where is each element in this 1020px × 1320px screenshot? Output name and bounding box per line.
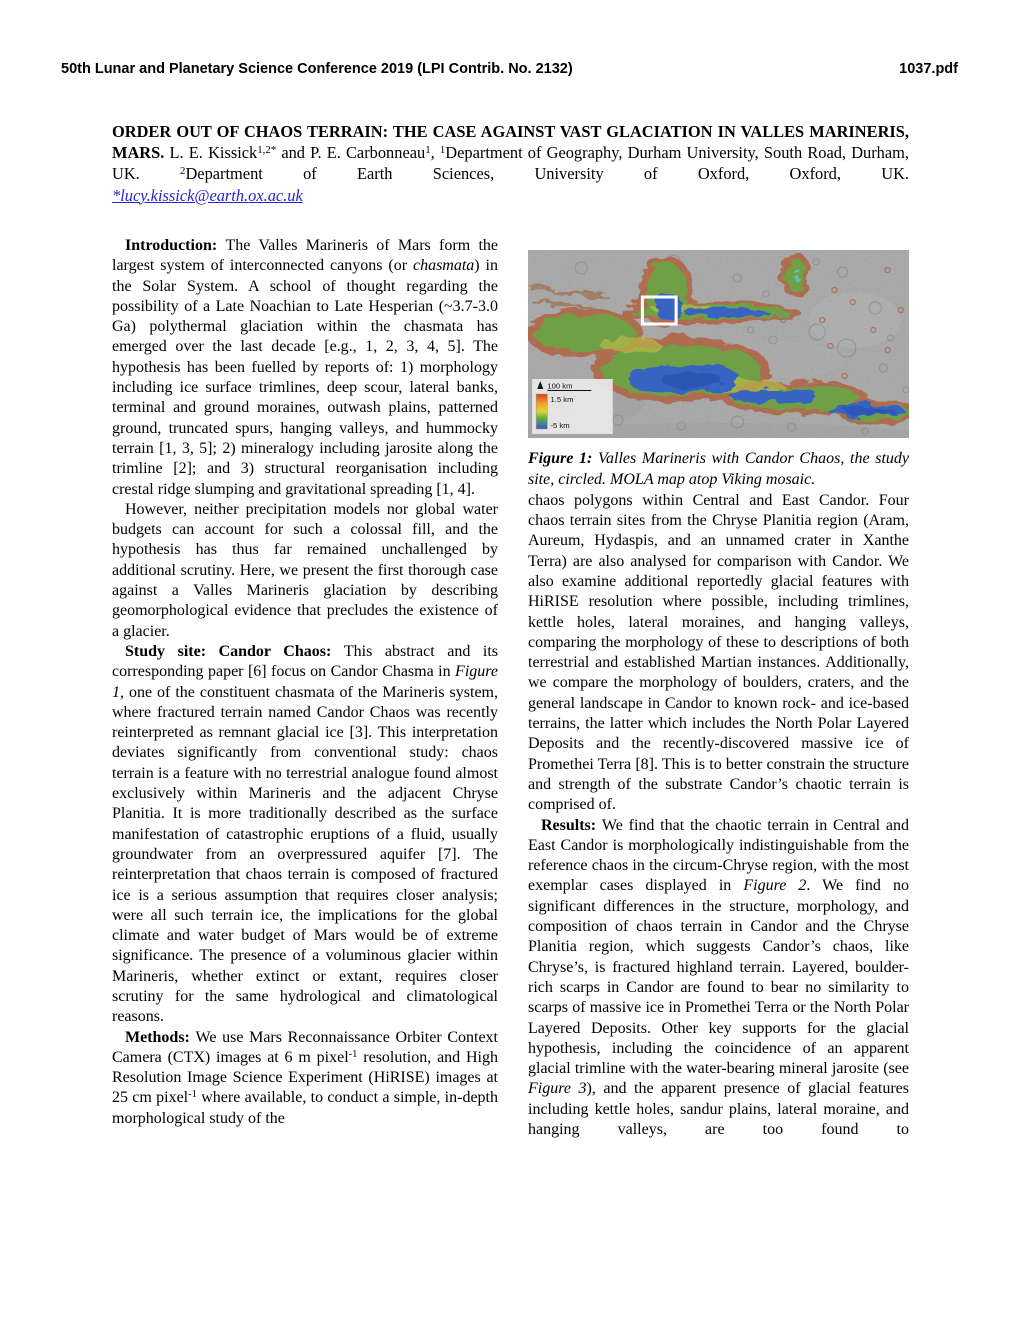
email-line	[112, 185, 909, 206]
two-column-body	[112, 236, 909, 1140]
paragraph-introduction	[112, 236, 498, 500]
text-run: Methods:	[125, 1028, 196, 1046]
text-run: However, neither precipitation models nor global water budgets can account for such a colossal fill, and the hypothesis has thus far remained unchallenged by additional scrutiny. Here, we present the first thorough case against a Valles Marineris glaciation by describing geomorphological evidence that precludes the existence of a glacier.	[112, 500, 498, 640]
text-run: Department of Geography, Durham University, South Road, Durham, UK.	[112, 143, 909, 184]
text-run: Valles Marineris with Candor Chaos, the study site, circled. MOLA map atop Viking mosaic.	[528, 450, 909, 489]
text-run: The Valles Marineris of Mars form the largest system of interconnected canyons (or	[112, 237, 498, 275]
text-run: Study site: Candor Chaos:	[125, 642, 344, 660]
pdf-filename: 1037.pdf	[899, 61, 958, 77]
email-link[interactable]: *lucy.kissick@earth.ox.ac.uk	[112, 185, 303, 205]
text-run: L. E. Kissick	[164, 143, 258, 163]
text-run: Figure 1	[112, 663, 498, 701]
text-run: Figure 2	[743, 877, 807, 895]
text-run: 1,2*	[257, 143, 277, 156]
text-run: Introduction:	[125, 237, 226, 254]
text-run: Department of Earth Sciences, University of Oxford, Oxford, UK.	[185, 164, 910, 184]
paragraph-continuation	[528, 491, 909, 816]
text-run: This abstract and its corresponding paper [6] focus on Candor Chasma in	[112, 642, 498, 681]
conference-header: 50th Lunar and Planetary Science Conference 2019 (LPI Contrib. No. 2132)	[61, 61, 573, 77]
text-run: Figure 3	[528, 1080, 587, 1098]
text-run: ,	[430, 143, 440, 163]
text-run: We use Mars Reconnaissance Orbiter Context Camera (CTX) images at 6 m pixel	[112, 1028, 498, 1066]
elevation-max-label: 1.5 km	[550, 395, 574, 404]
paragraph-methods	[112, 1028, 498, 1129]
figure-1	[528, 250, 909, 438]
figure-caption	[528, 448, 909, 491]
map-legend	[532, 379, 613, 434]
figure-1-map	[528, 250, 909, 438]
text-run: Results:	[541, 816, 602, 834]
text-run: We find that the chaotic terrain in Central and East Candor is morphologically indistinguishable from the reference chaos in the circum-Chryse region, with the most exemplar cases displayed in	[528, 816, 910, 895]
left-column	[112, 236, 498, 1140]
page-header	[61, 61, 958, 77]
paragraph-results	[528, 816, 909, 1141]
text-run: chaos polygons within Central and East Candor. Four chaos terrain sites from the Chryse Planitia region (Aram, Aureum, Hydaspis, and an unnamed crater in Xanthe Terra) are also analysed for comparison with Candor. We also examine additional reportedly glacial features with HiRISE resolution where possible, including trimlines, kettle holes, lateral moraines, and hanging valleys, comparing the morphology of these to descriptions of both terrestrial and established Martian instances. Additionally, we compare the morphology of boulders, craters, and the general landscape in Candor to known rock- and ice-based terrains, the latter which includes the North Polar Layered Deposits and the recently-discovered massive ice of Promethei Terra [8]. This is to better constrain the structure and strength of the substrate Candor’s chaotic terrain is comprised of.	[528, 491, 909, 814]
text-run: and P. E. Carbonneau	[276, 143, 426, 163]
right-column	[528, 236, 909, 1140]
text-run: chasmata	[412, 257, 475, 275]
scale-bar-label: 100 km	[547, 381, 573, 391]
text-run: 1	[425, 143, 431, 156]
text-run: ORDER OUT OF CHAOS TERRAIN: THE CASE AGAINST VAST GLACIATION IN VALLES MARINERIS, MARS.	[112, 122, 909, 163]
paragraph-study-site	[112, 642, 498, 1028]
paragraph-however	[112, 500, 498, 642]
paper-title-and-authors	[112, 121, 909, 185]
title-block	[112, 121, 909, 206]
text-run: 1	[439, 143, 446, 156]
text-run: -1	[188, 1089, 197, 1101]
text-run: ), and the apparent presence of glacial features including kettle holes, sandur plains, lateral moraine, and hanging valleys, are too found to	[528, 1080, 910, 1139]
text-run: , one of the constituent chasmata of the Marineris system, where fractured terrain named Candor Chaos was recently reinterpreted as remnant glacial ice [3]. This interpretation deviates significantly from conventional study: chaos terrain is a feature with no terrestrial analogue found almost exclusively within Marineris and the adjacent Chryse Planitia. It is more traditionally described as the surface manifestation of catastrophic eruptions of a fluid, usually groundwater from an overpressured aquifer [7]. The reinterpretation that chaos terrain is composed of fractured ice is a serious assumption that requires closer analysis; were all such terrain ice, the implications for the global climate and water budget of Mars would be of extreme significance. The presence of a voluminous glacier within Marineris, whether extinct or extant, requires closer scrutiny for the same hydrological and climatological reasons.	[112, 683, 498, 1026]
text-run: where available, to conduct a simple, in-depth morphological study of the	[112, 1089, 498, 1127]
text-run: 2	[180, 165, 186, 177]
text-run: -1	[348, 1048, 358, 1060]
text-run: . We find no significant differences in the structure, morphology, and composition of chaos terrain in Candor and the Chryse Planitia region, which suggests Candor’s chaos, like Chryse’s, is fractured highland terrain. Layered, boulder-rich scarps in Candor are found to bear no similarity to scarps of massive ice in Promethei Terra or the North Polar Layered Deposits. Other key supports for the glacial hypothesis, including the coincidence of an apparent glacial trimline with the water-bearing mineral jarosite (see	[528, 877, 910, 1078]
text-run: resolution, and High Resolution Image Science Experiment (HiRISE) images at 25 cm pixel	[112, 1048, 498, 1107]
text-run: ) in the Solar System. A school of thought regarding the possibility of a Late Noachian to Late Hesperian (~3.7-3.0 Ga) polythermal glaciation within the chasmata has emerged over the last decade [e.g., 1, 2, 3, 4, 5]. The hypothesis has been fuelled by reports of: 1) morphology including ice surface trimlines, deep scour, lateral banks, terminal and ground moraines, outwash plains, patterned ground, truncated spurs, hanging valleys, and hummocky terrain [1, 3, 5]; 2) mineralogy including jarosite along the trimline [2]; and 3) structural reorganisation including crestal ridge slumping and gravitational spreading [1, 4].	[112, 257, 498, 498]
text-run: Figure 1:	[528, 450, 599, 467]
elevation-min-label: -5 km	[550, 421, 570, 430]
elevation-colorbar	[536, 394, 547, 429]
